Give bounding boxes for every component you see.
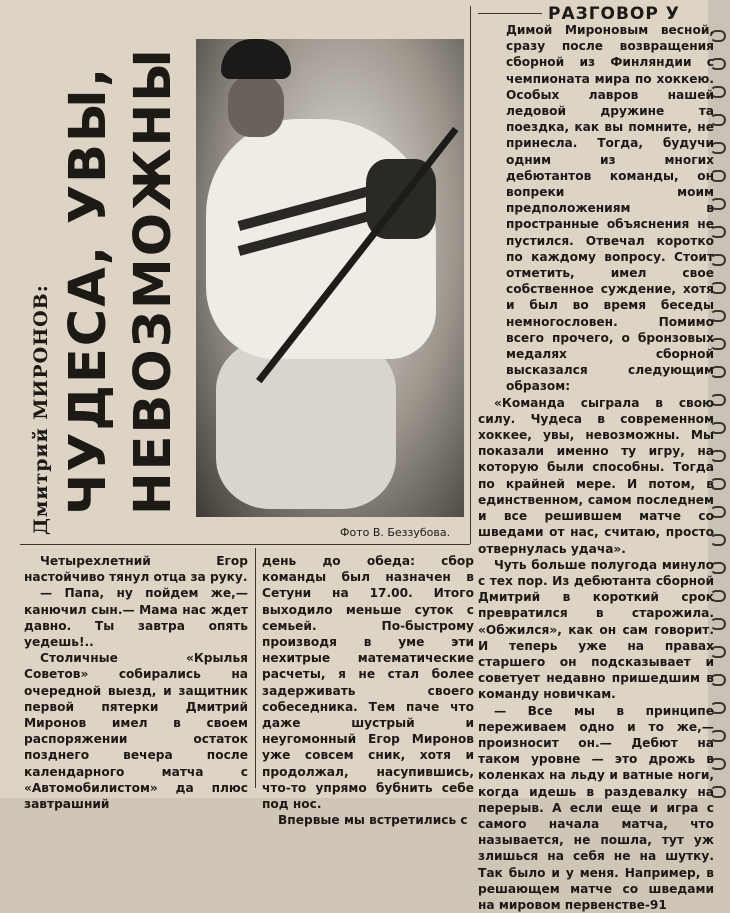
author-name: Дмитрий МИРОНОВ:	[30, 284, 52, 535]
section-divider	[20, 544, 470, 545]
paragraph: Четырехлетний Егор настойчиво тянул отца за руку.	[24, 554, 248, 585]
article-column-1	[24, 553, 248, 812]
paragraph: — Все мы в принципе переживаем одно и то же,— произносит он.— Дебют на таком уровне — это дрожь в коленках на льду и ватные ноги, когда идешь в раздевалку на перерыв. А если еще и игра с самого начала матча, что называется, не пошла, тут уж злишься на себя не на шутку. Так было и у меня. Например, в решающем матче со шведами на мировом первенстве-91	[478, 703, 714, 912]
rubric-title: РАЗГОВОР У	[548, 4, 680, 24]
article-column-right	[478, 4, 714, 913]
paragraph: — Папа, ну пойдем же,— канючил сын.— Мама нас ждет давно. Ты завтра опять уедешь!..	[24, 586, 248, 650]
paragraph: Димой Мироновым весной, сразу после возвращения сборной из Финляндии с чемпионата мира по хоккею. Особых лавров нашей ледовой дружине та поездка, как вы помните, не принесла. Тогда, будучи одним из многих дебютантов команды, он вопреки моим предположениям в пространные объяснения не пустился. Отвечал коротко по каждому вопросу. Стоит отметить, имел свое собственное суждение, хотя и был во время беседы немногословен. Помимо всего прочего, о бронзовых медалях сборной высказался следующим образом:	[506, 23, 714, 394]
headline-line-1: ЧУДЕСА, УВЫ,	[59, 65, 118, 515]
hockey-player-photo	[196, 39, 464, 517]
column-divider	[470, 6, 471, 544]
photo-caption: Фото В. Беззубова.	[340, 526, 451, 539]
paragraph: Впервые мы встретились с	[278, 813, 468, 828]
paragraph: Столичные «Крылья Советов» собирались на очередной выезд, и защитник первой пятерки Дмитрий Миронов имел в своем распоряжении остаток позднего вечера после календарного матча с «Автомобилистом» да плюс завтрашний	[24, 651, 248, 812]
paragraph: день до обеда: сбор команды был назначен в Сетуни на 17.00. Итого выходило меньше суток с семьей. По-быстрому производя в уме эти нехитрые математические расчеты, я не стал более задерживать своего собеседника. Тем паче что даже шустрый и неугомонный Егор Миронов уже совсем сник, хотя и продолжал, насупившись, что-то упрямо бубнить себе под нос.	[262, 554, 474, 812]
paragraph: Чуть больше полугода минуло с тех пор. Из дебютанта сборной Дмитрий в короткий срок превратился в старожила. «Обжился», как он сам говорит. И теперь уже на правах старшего он подсказывает и советует недавно пришедшим в команду новичкам.	[478, 557, 714, 702]
column-divider	[255, 548, 256, 788]
headline-line-2: НЕВОЗМОЖНЫ	[124, 46, 183, 515]
article-column-2	[262, 553, 474, 828]
paragraph: «Команда сыграла в свою силу. Чудеса в современном хоккее, увы, невозможны. Мы показали именно ту игру, на которую были способны. Тогда по крайней мере. И потом, в единственном, самом последнем и все решившем матче со шведами от нас, считаю, просто отвернулась удача».	[478, 395, 714, 556]
